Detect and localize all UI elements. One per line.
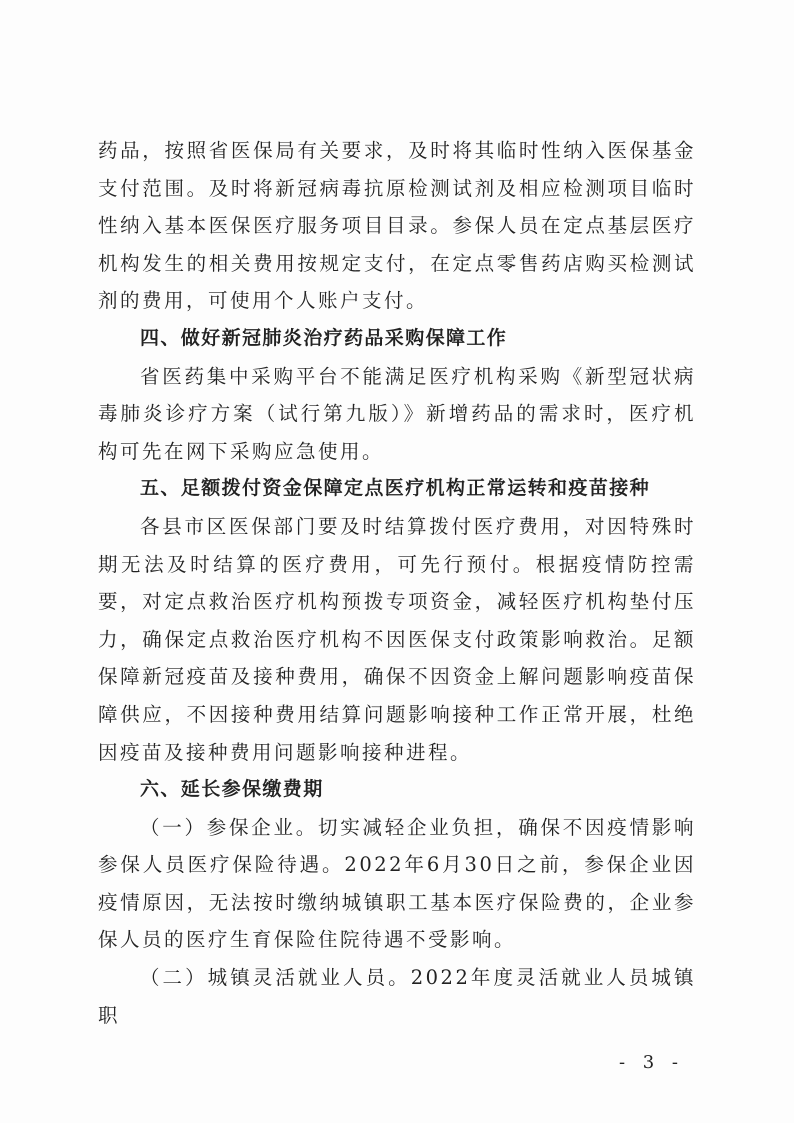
paragraph-insured-enterprises: （一）参保企业。切实减轻企业负担，确保不因疫情影响参保人员医疗保险待遇。2022年6月30日之前，参保企业因疫情原因，无法按时缴纳城镇职工基本医疗保险费的，企业参保人员的医疗生育保险住院待遇不受影响。 (98, 815, 696, 952)
paragraph-drug-procurement: 省医药集中采购平台不能满足医疗机构采购《新型冠状病毒肺炎诊疗方案（试行第九版）》新增药品的需求时，医疗机构可先在网下采购应急使用。 (98, 364, 696, 463)
paragraph-flexible-employment: （二）城镇灵活就业人员。2022年度灵活就业人员城镇职 (98, 966, 696, 1027)
heading-section-4: 四、做好新冠肺炎治疗药品采购保障工作 (140, 326, 508, 349)
paragraph-drug-coverage: 药品，按照省医保局有关要求，及时将其临时性纳入医保基金支付范围。及时将新冠病毒抗原检测试剂及相应检测项目临时性纳入基本医保医疗服务项目目录。参保人员在定点基层医疗机构发生的相关费用按规定支付，在定点零售药店购买检测试剂的费用，可使用个人账户支付。 (98, 139, 696, 313)
page-number: - 3 - (618, 1052, 684, 1073)
heading-section-5: 五、足额拨付资金保障定点医疗机构正常运转和疫苗接种 (140, 477, 651, 500)
heading-section-6: 六、延长参保缴费期 (140, 778, 324, 801)
document-body (98, 132, 696, 1034)
paragraph-fund-allocation: 各县市区医保部门要及时结算拨付医疗费用，对因特殊时期无法及时结算的医疗费用，可先行预付。根据疫情防控需要，对定点救治医疗机构预拨专项资金，减轻医疗机构垫付压力，确保定点救治医疗机构不因医保支付政策影响救治。足额保障新冠疫苗及接种费用，确保不因资金上解问题影响疫苗保障供应，不因接种费用结算问题影响接种工作正常开展，杜绝因疫苗及接种费用问题影响接种进程。 (98, 514, 696, 764)
